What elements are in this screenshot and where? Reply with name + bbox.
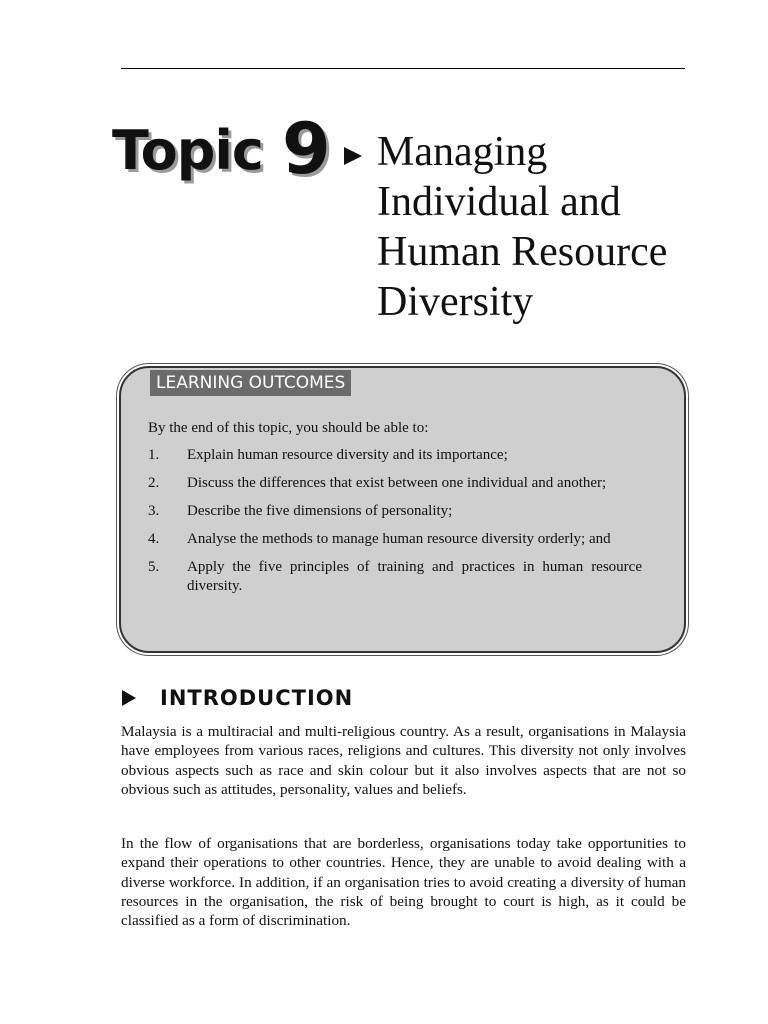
learning-outcome-item	[148, 558, 642, 596]
outcome-number: 1.	[148, 447, 160, 463]
outcome-text: Apply the five principles of training and practices in human resource diversity.	[187, 559, 642, 594]
learning-outcomes-intro: By the end of this topic, you should be able to:	[148, 420, 429, 436]
topic-label: Topic	[112, 119, 263, 182]
outcome-number: 4.	[148, 531, 160, 547]
top-rule	[121, 68, 685, 69]
learning-outcome-item	[148, 474, 642, 493]
learning-outcome-item	[148, 502, 642, 521]
outcome-text: Explain human resource diversity and its importance;	[187, 447, 508, 463]
learning-outcome-item	[148, 530, 642, 549]
topic-title-line: Diversity	[377, 279, 534, 325]
outcome-number: 5.	[148, 559, 160, 575]
topic-title	[377, 127, 757, 327]
body-paragraph: Malaysia is a multiracial and multi-religious country. As a result, organisations in Malaysia have employees from various races, religions and cultures. This diversity not only involves obvious aspects such as race and skin colour but it also involves aspects that are not so obvious such as attitudes, personality, values and beliefs.	[121, 723, 686, 798]
title-arrow-icon	[342, 145, 364, 167]
learning-outcomes-heading: LEARNING OUTCOMES	[150, 370, 351, 396]
section-heading: INTRODUCTION	[160, 686, 354, 710]
outcome-number: 2.	[148, 475, 160, 491]
outcome-text: Discuss the differences that exist between one individual and another;	[187, 475, 607, 491]
learning-outcome-item	[148, 446, 642, 465]
outcome-number: 3.	[148, 503, 160, 519]
topic-title-line: Individual and	[377, 179, 621, 225]
topic-title-line: Human Resource	[377, 229, 668, 275]
learning-outcomes-list	[148, 446, 642, 605]
topic-number: 9	[282, 108, 331, 190]
body-paragraph: In the flow of organisations that are borderless, organisations today take opportunities to expand their operations to other countries. Hence, they are unable to avoid dealing with a diverse workforce. In addition, if an organisation tries to avoid creating a diversity of human resources in the organisation, the risk of being brought to court is high, as it could be classified as a form of discrimination.	[121, 835, 686, 930]
section-arrow-icon	[121, 689, 137, 707]
outcome-text: Describe the five dimensions of personality;	[187, 503, 453, 519]
topic-title-line: Managing	[377, 129, 548, 175]
outcome-text: Analyse the methods to manage human resource diversity orderly; and	[187, 531, 611, 547]
